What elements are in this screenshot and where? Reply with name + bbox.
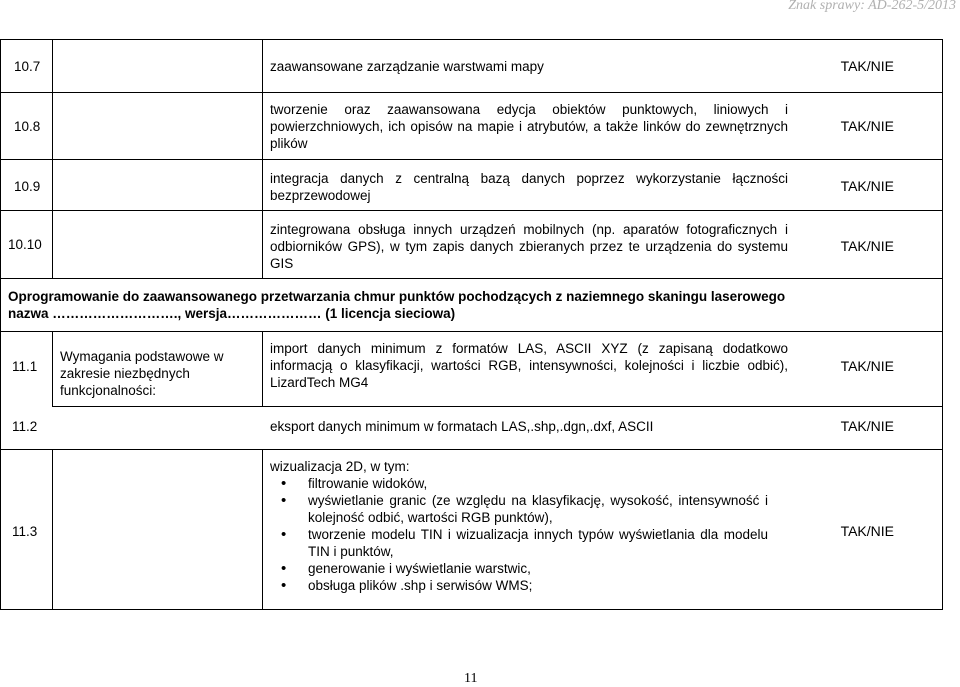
row-description [270, 458, 810, 594]
column-divider [262, 39, 263, 278]
row-value: TAK/NIE [840, 178, 894, 194]
column-divider [52, 39, 53, 278]
row-number: 11.3 [12, 524, 38, 539]
section-subtitle: nazwa ………………………., wersja………………… (1 licencja sieciowa) [8, 306, 456, 321]
row-description: integracja danych z centralną bazą danych poprzez wykorzystanie łączności bezprzewodowej [270, 171, 788, 203]
page-number: 11 [464, 671, 478, 686]
row-value: TAK/NIE [840, 523, 894, 539]
row-description: zaawansowane zarządzanie warstwami mapy [270, 59, 544, 74]
case-reference: Znak sprawy: AD-262-5/2013 [788, 0, 956, 13]
row-divider [0, 210, 943, 211]
row-description: zintegrowana obsługa innych urządzeń mobilnych (np. aparatów fotograficznych i odbiorników GPS), w tym zapis danych zbieranych przez te urządzenia do systemu GIS [270, 222, 788, 271]
row-description: import danych minimum z formatów LAS, ASCII XYZ (z zapisaną dodatkowo informacją o klasyfikacji, wartości RGB, intensywności, kolejności i liczbie odbić), LizardTech MG4 [270, 341, 788, 390]
row-number: 10.9 [14, 179, 41, 194]
row-description: tworzenie oraz zaawansowana edycja obiektów punktowych, liniowych i powierzchniowych, ich opisów na mapie i atrybutów, a także linków do zewnętrznych plików [270, 102, 788, 151]
row-divider [0, 331, 943, 332]
column-divider [262, 449, 263, 609]
row-value: TAK/NIE [840, 358, 894, 374]
list-item: • filtrowanie widoków, [270, 475, 810, 492]
table-border-right [942, 39, 943, 609]
row-number: 10.10 [8, 237, 42, 252]
row-divider [0, 609, 943, 610]
column-divider [262, 331, 263, 406]
row-value: TAK/NIE [840, 238, 894, 254]
list-item: • generowanie i wyświetlanie warstwic, [270, 560, 810, 577]
list-item: • tworzenie modelu TIN i wizualizacja innych typów wyświetlania dla modelu TIN i punktów, [270, 526, 768, 560]
section-title: Oprogramowanie do zaawansowanego przetwarzania chmur punktów pochodzących z naziemnego skaningu laserowego [8, 289, 786, 304]
row-value: TAK/NIE [840, 58, 894, 74]
row-divider [0, 449, 943, 450]
list-item: • wyświetlanie granic (ze względu na klasyfikację, wysokość, intensywność i kolejność odbić, wartości RGB punktów), [270, 492, 768, 526]
list-intro: wizualizacja 2D, w tym: [270, 459, 410, 474]
column-divider [52, 449, 53, 609]
column-divider [52, 331, 53, 406]
row-divider [0, 92, 943, 93]
row-value: TAK/NIE [840, 118, 894, 134]
requirements-label: Wymagania podstawowe w zakresie niezbędnych funkcjonalności: [60, 349, 224, 398]
row-number: 11.1 [12, 359, 38, 374]
list-item: • obsługa plików .shp i serwisów WMS; [270, 577, 810, 594]
row-number: 11.2 [12, 419, 38, 434]
table-border-left [0, 39, 1, 609]
row-number: 10.8 [14, 119, 41, 134]
section-heading [8, 288, 868, 322]
row-divider [0, 159, 943, 160]
row-divider [0, 278, 943, 279]
row-description: eksport danych minimum w formatach LAS,.shp,.dgn,.dxf, ASCII [270, 419, 654, 434]
row-number: 10.7 [14, 59, 41, 74]
table-border-top [0, 39, 943, 40]
row-value: TAK/NIE [840, 418, 894, 434]
row-divider [52, 406, 943, 407]
feature-list [270, 475, 810, 594]
